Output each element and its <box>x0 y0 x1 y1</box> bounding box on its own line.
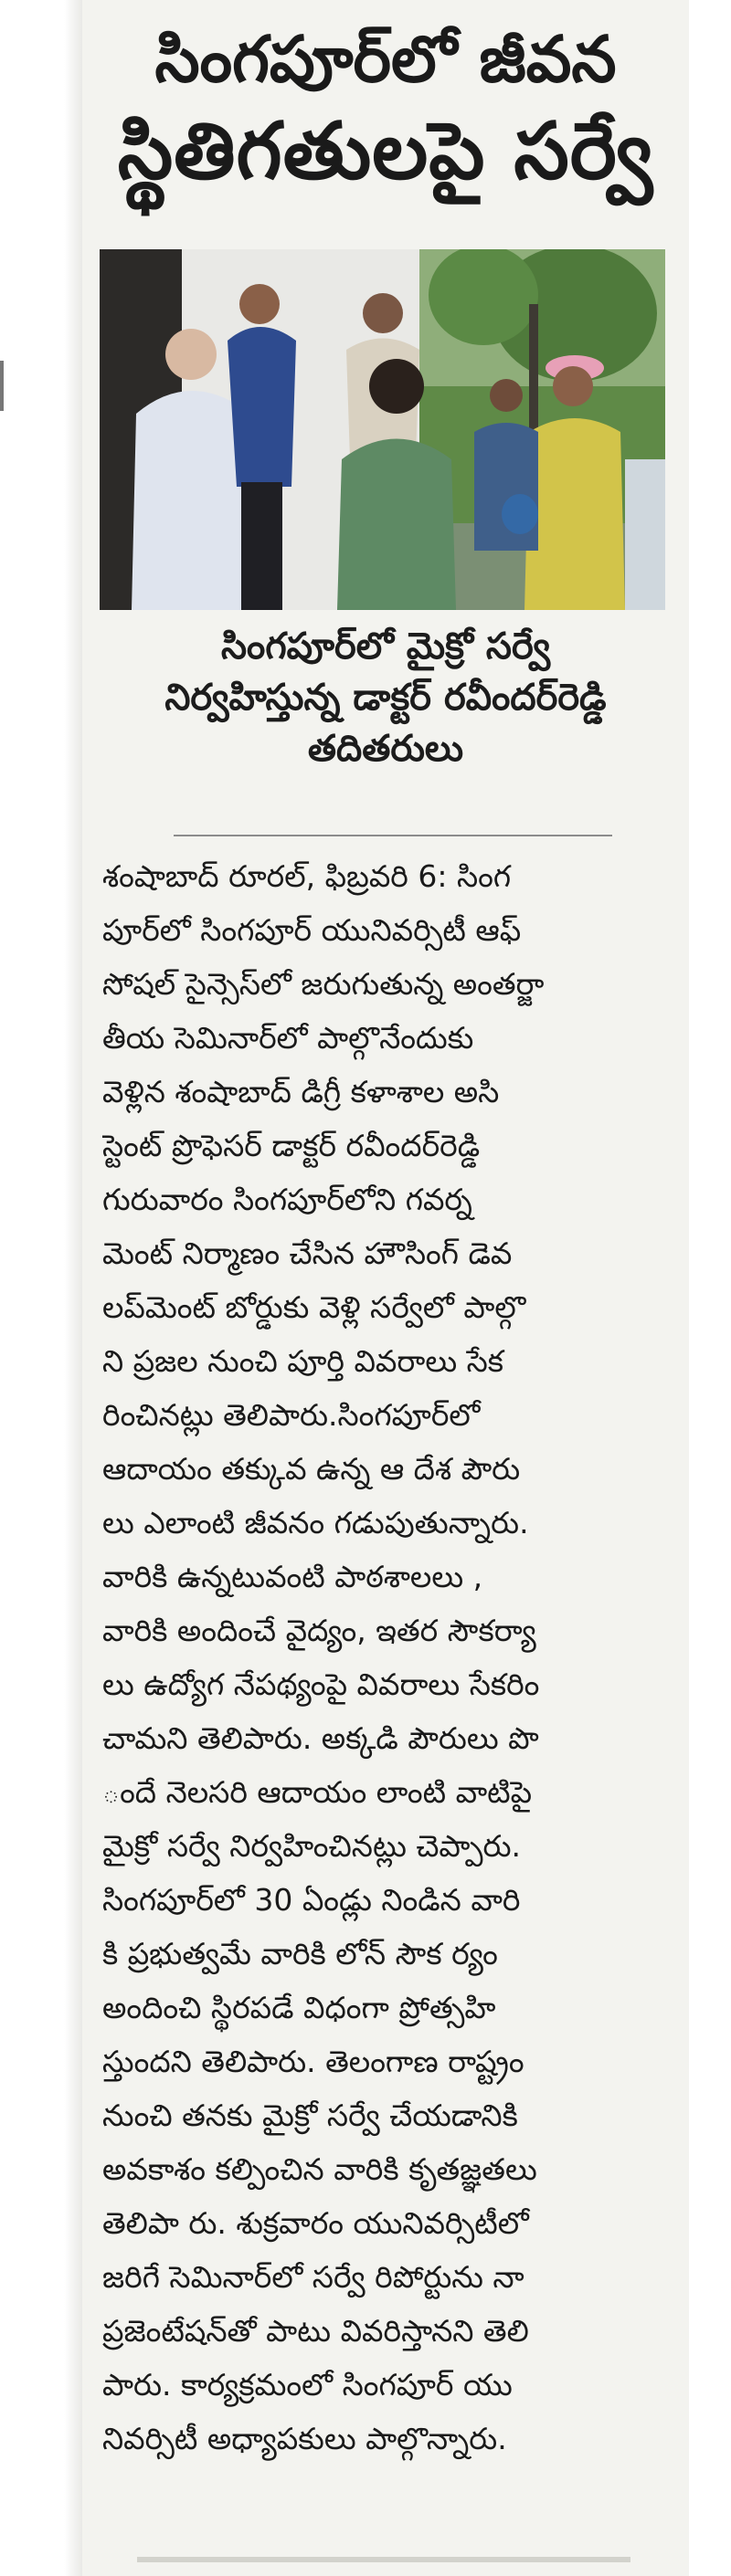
caption-line-1: సింగపూర్‌లో మైక్రో సర్వే <box>220 626 551 668</box>
bottom-rule <box>137 2557 630 2562</box>
page-edge <box>0 0 82 2576</box>
article-body-line: వారికి ఉన్నటువంటి పాఠశాలలు , <box>102 1559 483 1594</box>
article-body-line: గురువారం సింగపూర్‌లోని గవర్న <box>102 1182 472 1217</box>
article-body-line: జరిగే సెమినార్‌లో సర్వే రిపోర్టును నా <box>102 2259 524 2295</box>
article-body-line: లప్‌మెంట్ బోర్డుకు వెళ్లి సర్వేలో పాల్గొ <box>102 1289 526 1325</box>
article-body-line: వారికి అందించే వైద్యం, ఇతర సౌకర్యా <box>102 1613 536 1648</box>
photo-scene <box>100 249 665 610</box>
article-body-line: వెళ్లిన శంషాబాద్ డిగ్రీ కళాశాల అసి <box>102 1074 500 1109</box>
article-body-line: సోషల్ సైన్సెస్‌లో జరుగుతున్న అంతర్జా <box>102 966 545 1002</box>
article-body-line: లు ఎలాంటి జీవనం గడుపుతున్నారు. <box>102 1505 529 1540</box>
article-body-line: లు ఉద్యోగ నేపథ్యంపై వివరాలు సేకరిం <box>102 1667 540 1702</box>
article-body-line: కి ప్రభుత్వమే వారికి లోన్ సౌక ర్యం <box>102 1936 498 1971</box>
article-body-line: నివర్సిటీ అధ్యాపకులు పాల్గొన్నారు. <box>102 2421 507 2456</box>
article-body-line: పూర్‌లో సింగపూర్ యునివర్సిటీ ఆఫ్ <box>102 912 522 948</box>
article-body-line: స్టెంట్ ప్రొఫెసర్ డాక్టర్ రవీందర్‌రెడ్డి <box>102 1128 481 1163</box>
article-body-line: శంషాబాద్ రూరల్, ఫిబ్రవరి 6: సింగ <box>102 858 512 894</box>
article-body-line: రించినట్లు తెలిపారు.సింగపూర్‌లో <box>102 1397 481 1433</box>
article-body-line: పారు. కార్యక్రమంలో సింగపూర్ యు <box>102 2367 513 2403</box>
caption-separator <box>174 835 612 836</box>
article-body-line: తెలిపా రు. శుక్రవారం యునివర్సిటీలో <box>102 2205 529 2241</box>
article-body-line: ఆదాయం తక్కువ ఉన్న ఆ దేశ పౌరు <box>102 1451 521 1487</box>
headline-line-1: సింగపూర్‌లో జీవన <box>154 22 617 97</box>
article-body-line: మెంట్ నిర్మాణం చేసిన హౌసింగ్ డెవ <box>102 1235 513 1271</box>
article-body <box>102 849 665 2466</box>
article-body-line: అవకాశం కల్పించిన వారికి కృతజ్ఞతలు <box>102 2151 537 2187</box>
article-body-line: ందే నెలసరి ఆదాయం లాంటి వాటిపై <box>102 1774 533 1810</box>
photo-caption <box>82 621 689 774</box>
article-body-line: స్తుందని తెలిపారు. తెలంగాణ రాష్ట్రం <box>102 2044 524 2079</box>
article-photo <box>100 249 665 610</box>
article-body-line: తీయ సెమినార్‌లో పాల్గొనేందుకు <box>102 1020 474 1056</box>
article-body-line: ప్రజెంటేషన్‌తో పాటు వివరిస్తానని తెలి <box>102 2313 529 2349</box>
article-body-line: సింగపూర్‌లో 30 ఏండ్లు నిండిన వారి <box>102 1882 521 1918</box>
article-body-line: నుంచి తనకు మైక్రో సర్వే చేయడానికి <box>102 2098 518 2133</box>
caption-line-3: తదితరులు <box>307 728 464 770</box>
scan-mark <box>0 361 4 411</box>
article-body-line: అందించి స్థిరపడే విధంగా ప్రోత్సహి <box>102 1990 496 2025</box>
caption-line-2: నిర్వహిస్తున్న డాక్టర్ రవీందర్‌రెడ్డి <box>164 677 607 719</box>
headline-line-2: స్థితిగతులపై సర్వే <box>117 106 654 197</box>
article-body-line: ని ప్రజల నుంచి పూర్తి వివరాలు సేక <box>102 1343 504 1379</box>
article-body-line: మైక్రో సర్వే నిర్వహించినట్లు చెప్పారు. <box>102 1828 521 1864</box>
article-body-line: చామని తెలిపారు. అక్కడి పౌరులు పొ <box>102 1720 539 1756</box>
